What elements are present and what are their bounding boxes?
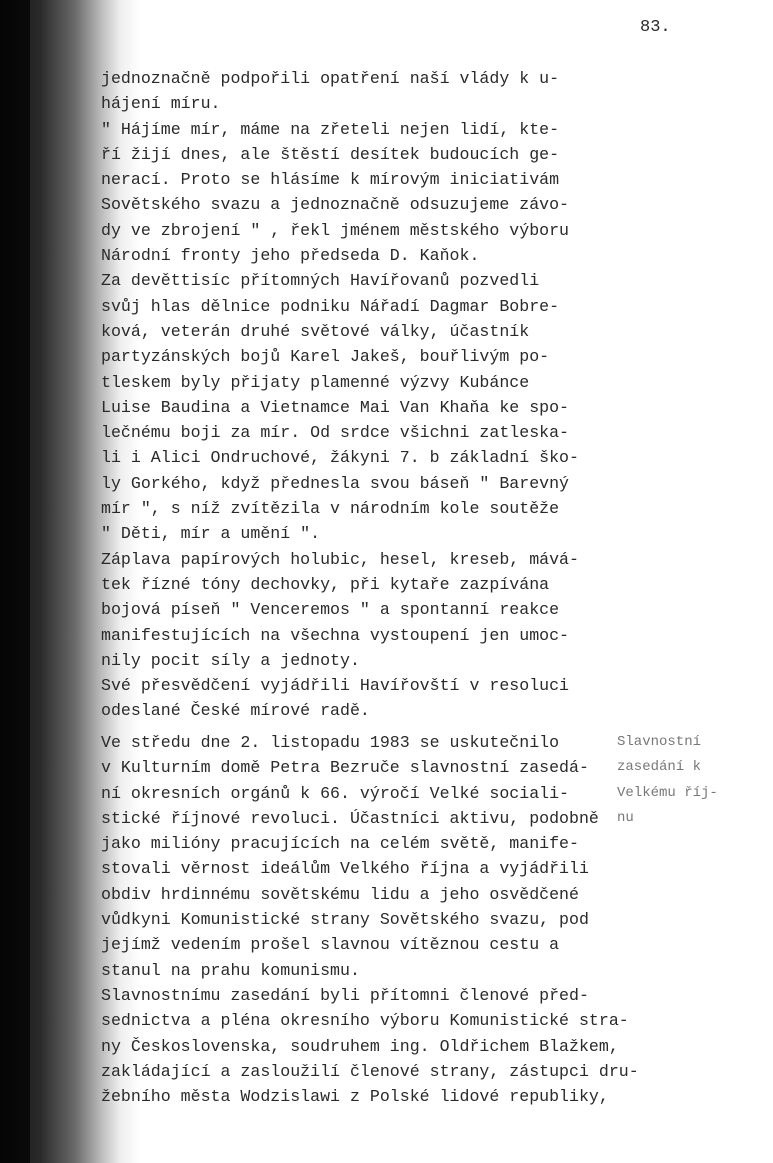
text-line: Národní fronty jeho předseda D. Kaňok. — [101, 246, 480, 266]
text-line: li i Alici Ondruchové, žákyni 7. b základní ško- — [101, 448, 579, 468]
text-line: Slavnostnímu zasedání byli přítomni členové před- — [101, 985, 589, 1005]
text-line: Luise Baudina a Vietnamce Mai Van Khaňa ke spo- — [101, 397, 570, 417]
text-line: ří žijí dnes, ale štěstí desítek budoucích ge- — [101, 144, 560, 164]
text-line: hájení míru. — [101, 94, 221, 114]
text-line: Ve středu dne 2. listopadu 1983 se uskutečnilo — [101, 733, 560, 752]
text-line: žebního města Wodzislawi z Polské lidové republiky, — [101, 1087, 609, 1107]
body-section-peace-rally — [101, 66, 579, 724]
text-line: tek řízné tóny dechovky, při kytaře zazpívána — [101, 574, 550, 594]
text-line: svůj hlas dělnice podniku Nářadí Dagmar Bobre- — [101, 296, 560, 316]
text-line: sednictva a pléna okresního výboru Komunistické stra- — [101, 1011, 629, 1031]
text-line: nu — [617, 809, 634, 826]
text-line: obdiv hrdinnému sovětskému lidu a jeho osvědčené — [101, 884, 579, 904]
text-line: bojová píseň " Venceremos " a spontanní reakce — [101, 600, 560, 620]
text-line: ly Gorkého, když přednesla svou báseň " Barevný — [101, 473, 570, 493]
text-line: v Kulturním domě Petra Bezruče slavnostní zasedá- — [101, 758, 589, 778]
text-line: jejímž vedením prošel slavnou vítěznou cestu a — [101, 935, 560, 955]
text-line: stanul na prahu komunismu. — [101, 960, 360, 980]
body-section-october-anniversary — [101, 730, 639, 1109]
text-line: Sovětského svazu a jednoznačně odsuzujeme závo- — [101, 195, 570, 215]
text-line: ní okresních orgánů k 66. výročí Velké sociali- — [101, 783, 570, 803]
text-line: mír ", s níž zvítězila v národním kole soutěže — [101, 499, 560, 519]
page-number: 83. — [640, 18, 671, 37]
text-line: " Hájíme mír, máme na zřeteli nejen lidí, kte- — [101, 119, 560, 139]
text-line: zasedání k — [617, 759, 702, 776]
text-line: Záplava papírových holubic, hesel, kreseb, mává- — [101, 549, 579, 569]
text-line: Své přesvědčení vyjádřili Havířovští v resoluci — [101, 676, 570, 696]
text-line: ny Československa, soudruhem ing. Oldřichem Blažkem, — [101, 1036, 619, 1056]
text-line: nily pocit síly a jednoty. — [101, 650, 360, 670]
text-line: ková, veterán druhé světové války, účastník — [101, 321, 530, 341]
text-line: Velkému říj- — [617, 784, 718, 801]
text-line: Slavnostní — [617, 734, 702, 750]
text-line: tleskem byly přijaty plamenné výzvy Kubánce — [101, 372, 530, 392]
scan-page-edge — [0, 0, 30, 1163]
text-line: partyzánských bojů Karel Jakeš, bouřlivým po- — [101, 347, 550, 367]
text-line: " Děti, mír a umění ". — [101, 524, 321, 544]
text-line: vůdkyni Komunistické strany Sovětského svazu, pod — [101, 910, 589, 930]
text-line: dy ve zbrojení " , řekl jménem městského výboru — [101, 220, 570, 240]
text-line: odeslané České mírové radě. — [101, 701, 370, 721]
text-line: jako milióny pracujících na celém světě, manife- — [101, 834, 579, 854]
text-line: manifestujících na všechna vystoupení jen umoc- — [101, 625, 570, 645]
text-line: lečnému boji za mír. Od srdce všichni zatleska- — [101, 423, 570, 443]
margin-note — [617, 735, 718, 836]
text-line: jednoznačně podpořili opatření naší vlády k u- — [101, 69, 560, 88]
text-line: stovali věrnost ideálům Velkého října a vyjádřili — [101, 859, 589, 879]
text-line: stické říjnové revoluci. Účastníci aktivu, podobně — [101, 808, 599, 828]
text-line: nerací. Proto se hlásíme k mírovým iniciativám — [101, 170, 560, 190]
text-line: Za devěttisíc přítomných Havířovanů pozvedli — [101, 271, 540, 291]
text-line: zakládající a zasloužilí členové strany, zástupci dru- — [101, 1061, 639, 1081]
